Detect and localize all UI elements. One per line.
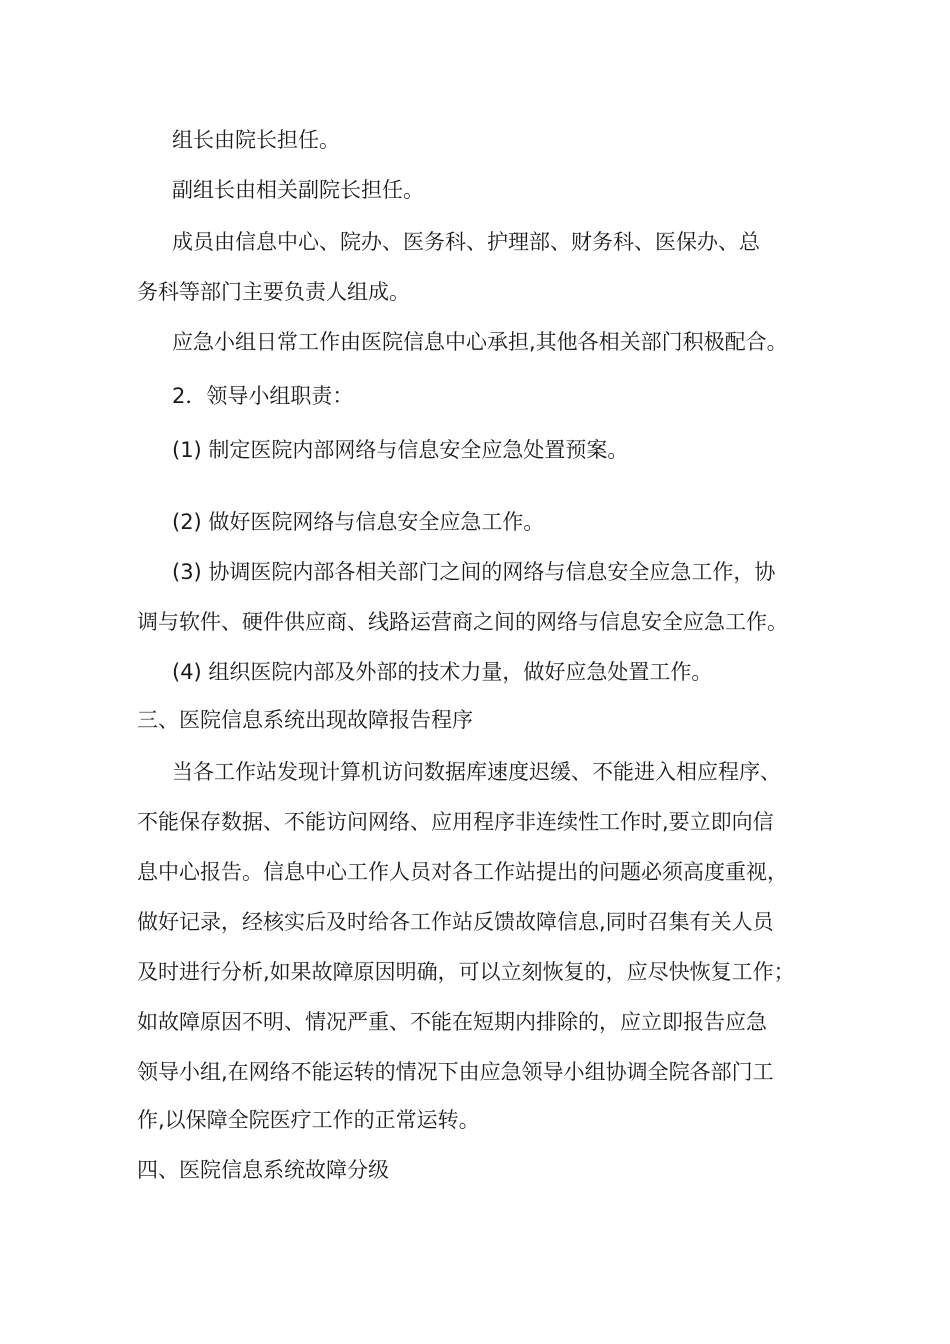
list-item-4: (4) 组织医院内部及外部的技术力量，做好应急处置工作。	[172, 660, 713, 684]
list-item-3: (3) 协调医院内部各相关部门之间的网络与信息安全应急工作，协	[172, 560, 776, 584]
text-line-members: 成员由信息中心、院办、医务科、护理部、财务科、医保办、总	[172, 230, 760, 254]
paragraph-line-1: 当各工作站发现计算机访问数据库速度迟缓、不能进入相应程序、	[172, 760, 781, 784]
text-line-leader: 组长由院长担任。	[172, 128, 340, 152]
section-heading-duties: 2．领导小组职责：	[172, 384, 354, 408]
paragraph-line-7: 领导小组,在网络不能运转的情况下由应急领导小组协调全院各部门工	[137, 1060, 774, 1084]
text-line-members-cont: 务科等部门主要负责人组成。	[137, 280, 410, 304]
paragraph-line-6: 如故障原因不明、情况严重、不能在短期内排除的，应立即报告应急	[137, 1010, 767, 1034]
list-item-2: (2) 做好医院网络与信息安全应急工作。	[172, 510, 545, 534]
section-heading-4: 四、医院信息系统故障分级	[137, 1158, 389, 1182]
paragraph-line-5: 及时进行分析,如果故障原因明确，可以立刻恢复的，应尽快恢复工作；	[137, 960, 795, 984]
text-line-deputy-leader: 副组长由相关副院长担任。	[172, 178, 424, 202]
section-heading-3: 三、医院信息系统出现故障报告程序	[137, 708, 473, 732]
paragraph-line-2: 不能保存数据、不能访问网络、应用程序非连续性工作时,要立即向信	[137, 810, 774, 834]
paragraph-line-8: 作,以保障全院医疗工作的正常运转。	[137, 1108, 480, 1132]
text-line-daily-work: 应急小组日常工作由医院信息中心承担,其他各相关部门积极配合。	[172, 330, 788, 354]
list-item-3-cont: 调与软件、硬件供应商、线路运营商之间的网络与信息安全应急工作。	[137, 610, 788, 634]
list-item-1: (1) 制定医院内部网络与信息安全应急处置预案。	[172, 438, 629, 462]
paragraph-line-3: 息中心报告。信息中心工作人员对各工作站提出的问题必须高度重视，	[137, 860, 788, 884]
paragraph-line-4: 做好记录，经核实后及时给各工作站反馈故障信息,同时召集有关人员	[137, 910, 774, 934]
